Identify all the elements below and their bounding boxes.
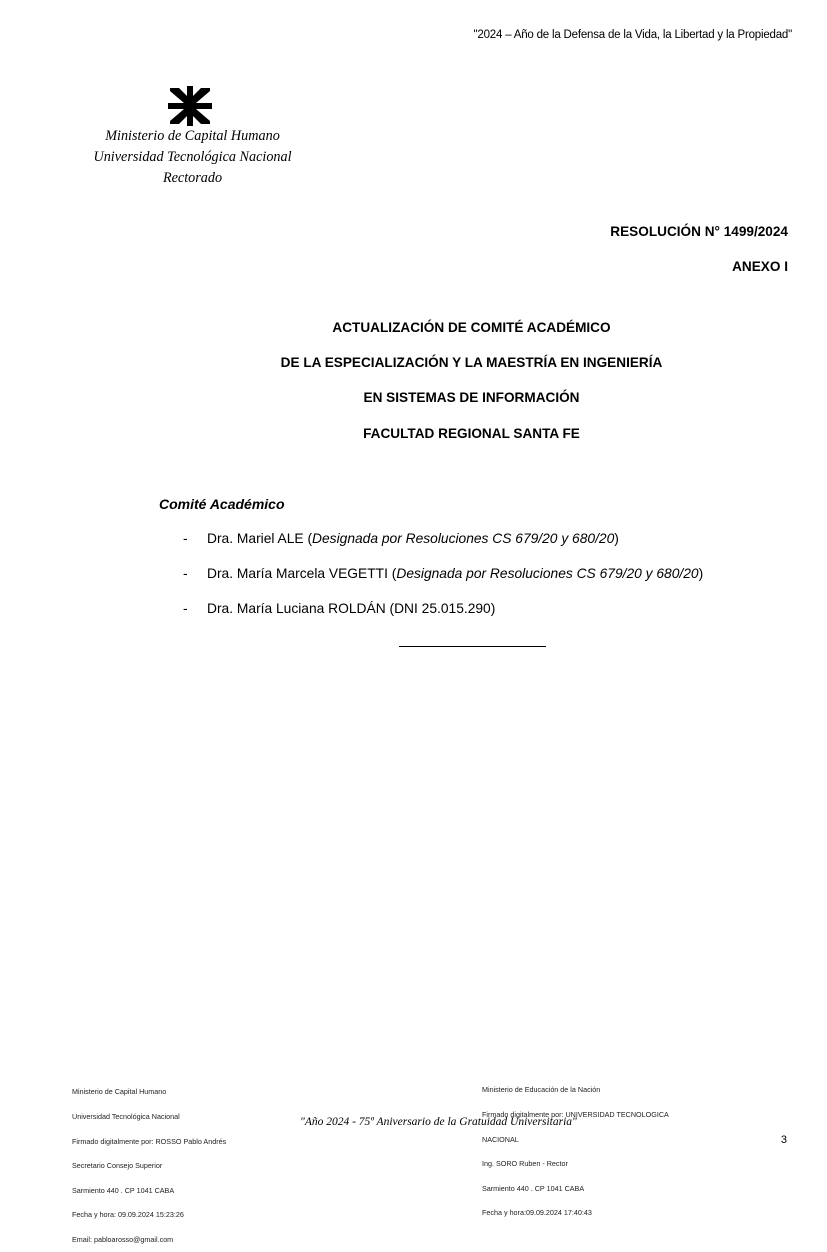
signature-line: Firmado digitalmente por: ROSSO Pablo Andrés [72, 1136, 227, 1146]
header-motto: "2024 – Año de la Defensa de la Vida, la Libertad y la Propiedad" [473, 29, 792, 41]
committee-heading: Comité Académico [159, 496, 285, 512]
closing-rule [399, 646, 546, 647]
signature-line: Fecha y hora: 09.09.2024 15:23:26 [72, 1210, 184, 1220]
utn-logo-icon [168, 86, 212, 126]
institution-ministry: Ministerio de Capital Humano [105, 128, 280, 144]
list-bullet: - [183, 531, 188, 546]
signature-line: Sarmiento 440 . CP 1041 CABA [72, 1185, 175, 1195]
institution-office: Rectorado [162, 170, 223, 186]
institution-university: Universidad Tecnológica Nacional [93, 149, 292, 165]
committee-member [183, 531, 619, 546]
signature-line: Email: pabloarosso@gmail.com [72, 1235, 174, 1245]
signature-line: Sarmiento 440 . CP 1041 CABA [482, 1183, 585, 1193]
page-number: 3 [780, 1134, 787, 1146]
member-name: Dra. Mariel ALE ( [207, 531, 313, 546]
member-suffix: ) [614, 531, 619, 546]
member-designation: Designada por Resoluciones CS 679/20 y 680/20 [396, 566, 699, 581]
committee-member [183, 601, 495, 616]
committee-member [183, 566, 703, 581]
resolution-number: RESOLUCIÓN N° 1499/2024 [610, 224, 788, 239]
member-designation: Designada por Resoluciones CS 679/20 y 680/20 [312, 531, 615, 546]
footer-motto: "Año 2024 - 75º Aniversario de la Gratuidad Universitaria" [300, 1116, 577, 1128]
signature-line: Universidad Tecnológica Nacional [72, 1112, 180, 1122]
title-line-2: DE LA ESPECIALIZACIÓN Y LA MAESTRÍA EN INGENIERÍA [280, 355, 663, 370]
member-name: Dra. María Marcela VEGETTI ( [207, 566, 397, 581]
list-bullet: - [183, 601, 188, 616]
member-name: Dra. María Luciana ROLDÁN (DNI 25.015.290) [207, 601, 496, 616]
member-suffix: ) [698, 566, 704, 581]
signature-block-left [72, 1072, 272, 1252]
list-bullet: - [183, 566, 188, 581]
title-line-3: EN SISTEMAS DE INFORMACIÓN [363, 390, 580, 405]
signature-line: Secretario Consejo Superior [72, 1161, 163, 1171]
title-line-4: FACULTAD REGIONAL SANTA FE [363, 426, 580, 441]
signature-line: NACIONAL [482, 1134, 519, 1144]
signature-block-right [482, 1070, 742, 1226]
signature-line: Ministerio de Educación de la Nación [482, 1085, 601, 1095]
signature-line: Ing. SORO Ruben - Rector [482, 1159, 568, 1169]
signature-line: Fecha y hora:09.09.2024 17:40:43 [482, 1208, 592, 1218]
annex-label: ANEXO I [732, 259, 788, 274]
signature-line: Firmado digitalmente por: UNIVERSIDAD TECNOLOGICA [482, 1110, 669, 1120]
signature-line: Ministerio de Capital Humano [72, 1087, 167, 1097]
title-line-1: ACTUALIZACIÓN DE COMITÉ ACADÉMICO [332, 320, 611, 335]
